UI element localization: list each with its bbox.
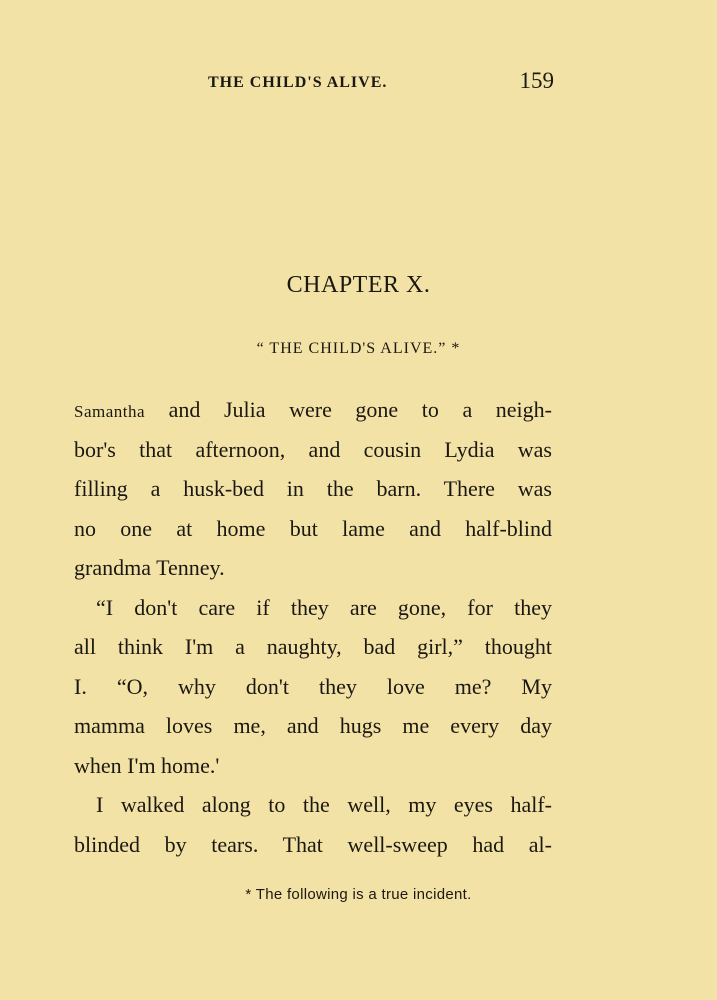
body-text bbox=[74, 390, 552, 864]
text-line-rest: and Julia were gone to a neigh- bbox=[145, 397, 552, 422]
text-line: I. “O, why don't they love me? My bbox=[74, 673, 552, 699]
text-line: no one at home but lame and half-blind bbox=[74, 515, 552, 541]
first-word: Samantha bbox=[74, 402, 146, 421]
chapter-title: CHAPTER X. bbox=[286, 272, 431, 298]
text-line: I walked along to the well, my eyes half- bbox=[96, 792, 552, 817]
text-line: mamma loves me, and hugs me every day bbox=[74, 713, 552, 738]
running-head bbox=[74, 66, 554, 96]
text-line: grandma Tenney. bbox=[74, 555, 225, 580]
text-line bbox=[74, 390, 552, 430]
text-line: “I don't care if they are gone, for they bbox=[96, 594, 552, 620]
text-line: all think I'm a naughty, bad girl,” thought bbox=[74, 634, 552, 659]
text-line: filling a husk-bed in the barn. There was bbox=[74, 476, 552, 501]
text-line: blinded by tears. That well-sweep had al- bbox=[74, 831, 552, 857]
running-title: THE CHILD'S ALIVE. bbox=[208, 74, 388, 91]
page-number: 159 bbox=[519, 68, 554, 93]
footnote: * The following is a true incident. bbox=[245, 886, 472, 903]
text-line: when I'm home.' bbox=[74, 752, 220, 778]
chapter-subtitle: “ THE CHILD'S ALIVE.” * bbox=[256, 340, 461, 357]
text-line: bor's that afternoon, and cousin Lydia was bbox=[74, 436, 552, 462]
